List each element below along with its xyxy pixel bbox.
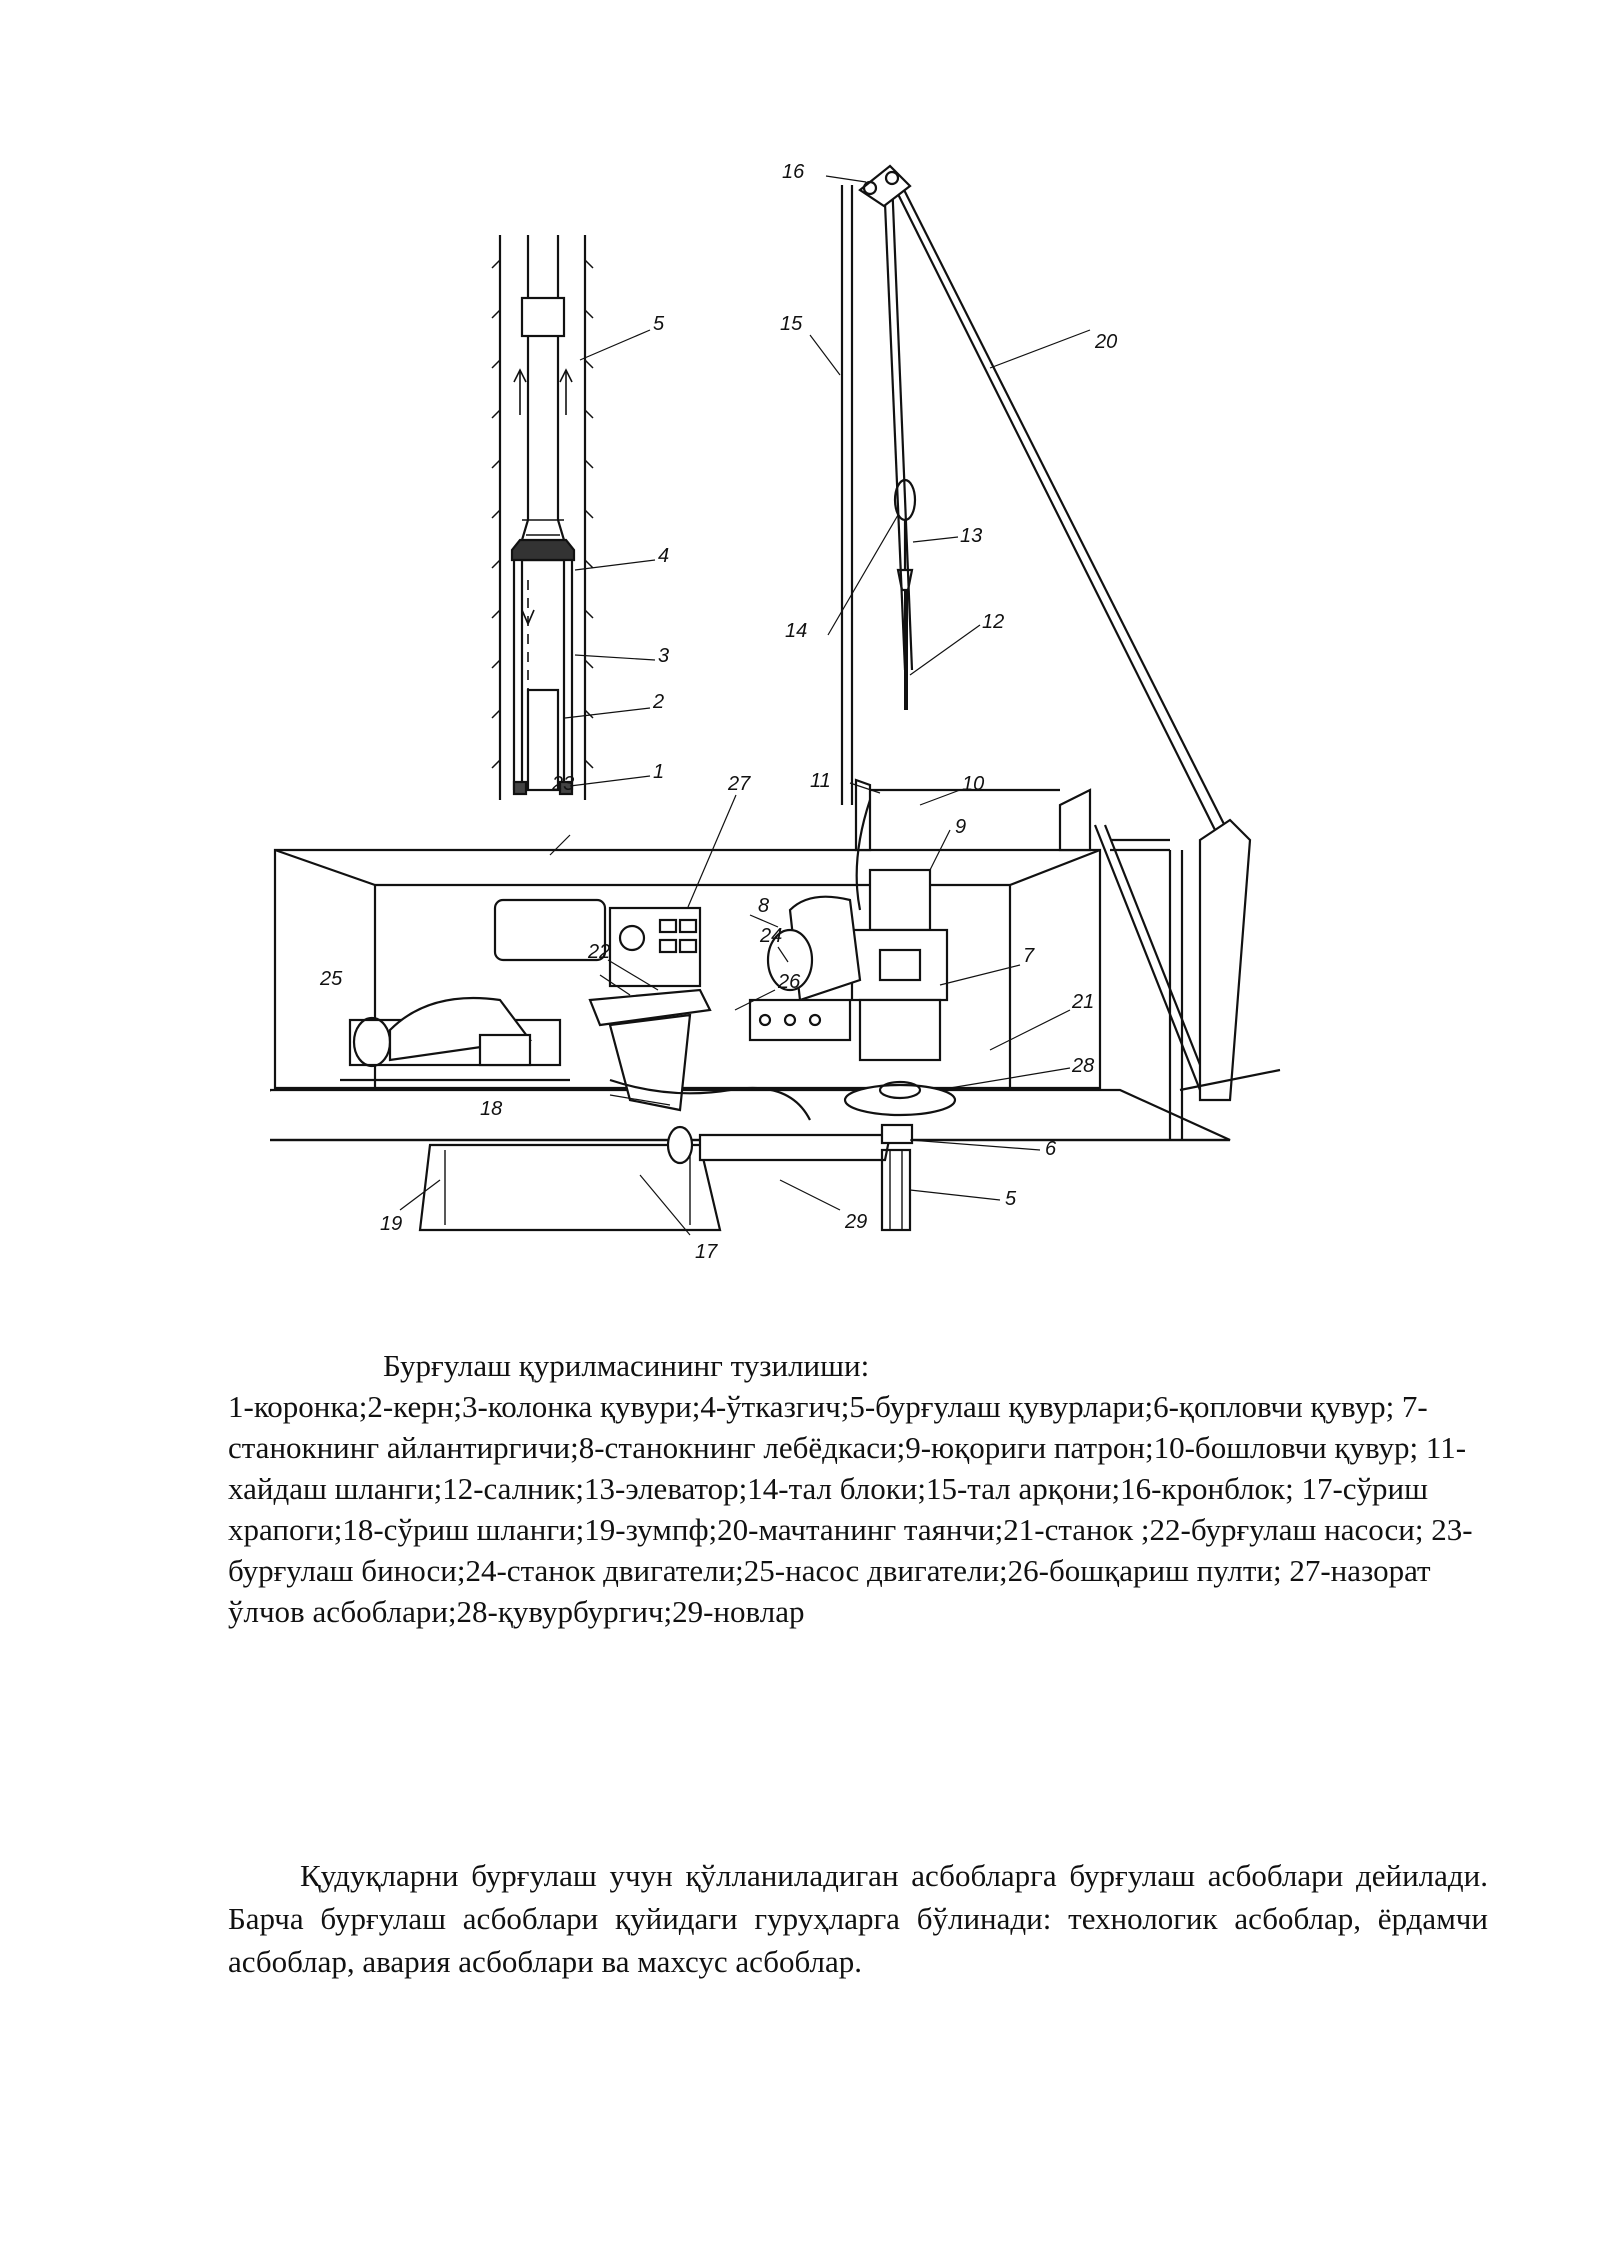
callout-1: 1 (653, 761, 665, 783)
callout-15: 15 (780, 313, 803, 335)
callout-24: 24 (760, 925, 783, 947)
callout-7: 7 (1023, 945, 1035, 967)
callout-27: 27 (728, 773, 751, 795)
callout-22: 22 (588, 941, 611, 963)
callout-5-ground: 5 (1005, 1188, 1017, 1210)
callout-10: 10 (962, 773, 985, 795)
callout-2: 2 (653, 691, 665, 713)
caption-legend: 1-коронка;2-керн;3-колонка қувури;4-ўтказгич;5-бурғулаш қувурлари;6-қопловчи қувур; 7-станокнинг айлантиргичи;8-станокнинг лебёдкаси;9-юқориги патрон;10-бошловчи қувур; 11-хайдаш шланги;12-салник;13-элеватор;14-тал блоки;15-тал арқони;16-кронблок; 17-сўриш храпоги;18-сўриш шланги;19-зумпф;20-мачтанинг таянчи;21-станок ;22-бурғулаш насоси; 23-бурғулаш биноси;24-станок двигатели;25-насос двигатели;26-бошқариш пулти; 27-назорат ўлчов асбоблари;28-қувурбургич;29-новлар (228, 1389, 1473, 1629)
callout-12: 12 (982, 611, 1005, 633)
callout-11: 11 (810, 770, 831, 792)
callout-5-pipe: 5 (653, 313, 665, 335)
callout-17: 17 (695, 1241, 718, 1263)
body-paragraph: Қудуқларни бурғулаш учун қўлланиладиган асбобларга бурғулаш асбоблари дейилади. Барча бурғулаш асбоблари қуйидаги гуруҳларга бўлинади: технологик асбоблар, ёрдамчи асбоблар, авария асбоблари ва махсус асбоблар. (228, 1858, 1488, 1979)
callout-23: 23 (552, 773, 575, 795)
callout-16: 16 (782, 161, 805, 183)
callout-3: 3 (658, 645, 670, 667)
callout-4: 4 (658, 545, 670, 567)
callout-21: 21 (1072, 991, 1095, 1013)
drilling-rig-diagram (270, 150, 1430, 1280)
borehole-inset (492, 235, 593, 800)
figure-caption (228, 1345, 1488, 1632)
callout-29: 29 (845, 1211, 868, 1233)
callout-26: 26 (778, 971, 801, 993)
caption-title: Бурғулаш қурилмасининг тузилиши: (383, 1348, 870, 1383)
callout-19: 19 (380, 1213, 403, 1235)
callout-18: 18 (480, 1098, 503, 1120)
callout-9: 9 (955, 816, 967, 838)
callout-14: 14 (785, 620, 808, 642)
callout-13: 13 (960, 525, 983, 547)
callout-6: 6 (1045, 1138, 1057, 1160)
callout-25: 25 (320, 968, 343, 990)
callout-8: 8 (758, 895, 770, 917)
mast (842, 166, 1232, 840)
callout-28: 28 (1072, 1055, 1095, 1077)
callout-20: 20 (1095, 331, 1118, 353)
